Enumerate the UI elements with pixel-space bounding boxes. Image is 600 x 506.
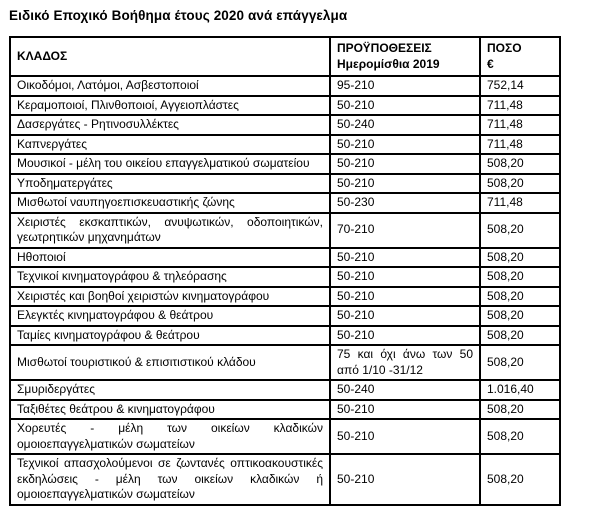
table-row <box>10 326 560 346</box>
cell-klados: Χειριστές εκσκαπτικών, ανυψωτικών, οδοποιητικών, γεωτρητικών μηχανημάτων <box>10 213 330 248</box>
cell-klados: Μισθωτοί ναυπηγοεπισκευαστικής ζώνης <box>10 193 330 213</box>
table-row <box>10 345 560 380</box>
column-header-klados <box>10 37 330 76</box>
cell-proypotheseis: 50-210 <box>330 287 480 307</box>
cell-proypotheseis: 50-210 <box>330 306 480 326</box>
cell-klados: Ηθοποιοί <box>10 248 330 268</box>
table-row <box>10 115 560 135</box>
cell-proypotheseis: 50-210 <box>330 135 480 155</box>
cell-poso: 711,48 <box>480 115 560 135</box>
cell-poso: 711,48 <box>480 193 560 213</box>
cell-proypotheseis: 70-210 <box>330 213 480 248</box>
column-header-klados-label: ΚΛΑΔΟΣ <box>17 48 68 63</box>
table-row <box>10 135 560 155</box>
cell-poso: 508,20 <box>480 345 560 380</box>
cell-poso: 508,20 <box>480 287 560 307</box>
table-body <box>10 76 560 505</box>
cell-poso: 508,20 <box>480 400 560 420</box>
cell-klados: Κεραμοποιοί, Πλινθοποιοί, Αγγειοπλάστες <box>10 96 330 116</box>
column-header-proypotheseis-sublabel: Ημερομίσθια 2019 <box>337 56 440 71</box>
cell-proypotheseis: 50-210 <box>330 419 480 454</box>
cell-proypotheseis: 50-240 <box>330 115 480 135</box>
cell-klados: Σμυριδεργάτες <box>10 380 330 400</box>
page-title: Ειδικό Εποχικό Βοήθημα έτους 2020 ανά επάγγελμα <box>9 8 348 23</box>
cell-klados: Οικοδόμοι, Λατόμοι, Ασβεστοποιοί <box>10 76 330 96</box>
cell-proypotheseis: 50-210 <box>330 96 480 116</box>
table-row <box>10 154 560 174</box>
cell-poso: 508,20 <box>480 213 560 248</box>
table-row <box>10 174 560 194</box>
cell-klados: Ελεγκτές κινηματογράφου & θεάτρου <box>10 306 330 326</box>
cell-proypotheseis: 50-240 <box>330 380 480 400</box>
cell-proypotheseis: 50-210 <box>330 154 480 174</box>
table-row <box>10 419 560 454</box>
cell-poso: 1.016,40 <box>480 380 560 400</box>
cell-proypotheseis: 50-230 <box>330 193 480 213</box>
cell-klados: Ταμίες κινηματογράφου & θεάτρου <box>10 326 330 346</box>
cell-poso: 508,20 <box>480 154 560 174</box>
cell-proypotheseis: 50-210 <box>330 400 480 420</box>
cell-klados: Χορευτές - μέλη των οικείων κλαδικών ομοιοεπαγγελματικών σωματείων <box>10 419 330 454</box>
cell-proypotheseis: 50-210 <box>330 454 480 505</box>
cell-poso: 508,20 <box>480 326 560 346</box>
cell-poso: 711,48 <box>480 135 560 155</box>
table-row <box>10 306 560 326</box>
table-row <box>10 380 560 400</box>
cell-klados: Τεχνικοί απασχολούμενοι σε ζωντανές οπτικοακουστικές εκδηλώσεις - μέλη των οικείων κλαδικών ή ομοιοεπαγγελματικών σωματείων <box>10 454 330 505</box>
table-row <box>10 400 560 420</box>
cell-proypotheseis: 50-210 <box>330 174 480 194</box>
table-row <box>10 267 560 287</box>
cell-klados: Υποδηματεργάτες <box>10 174 330 194</box>
benefits-table <box>9 36 561 506</box>
cell-poso: 752,14 <box>480 76 560 96</box>
column-header-proypotheseis <box>330 37 480 76</box>
cell-klados: Μισθωτοί τουριστικού & επισιτιστικού κλάδου <box>10 345 330 380</box>
table-row <box>10 287 560 307</box>
cell-proypotheseis: 95-210 <box>330 76 480 96</box>
table-row <box>10 76 560 96</box>
cell-poso: 508,20 <box>480 306 560 326</box>
column-header-poso <box>480 37 560 76</box>
column-header-poso-sublabel: € <box>487 56 494 71</box>
cell-poso: 508,20 <box>480 174 560 194</box>
cell-proypotheseis: 50-210 <box>330 267 480 287</box>
table-row <box>10 248 560 268</box>
cell-klados: Μουσικοί - μέλη του οικείου επαγγελματικού σωματείου <box>10 154 330 174</box>
cell-poso: 508,20 <box>480 419 560 454</box>
cell-poso: 508,20 <box>480 248 560 268</box>
cell-klados: Χειριστές και βοηθοί χειριστών κινηματογράφου <box>10 287 330 307</box>
cell-proypotheseis: 75 και όχι άνω των 50 από 1/10 -31/12 <box>330 345 480 380</box>
cell-proypotheseis: 50-210 <box>330 326 480 346</box>
table-row <box>10 213 560 248</box>
table-row <box>10 193 560 213</box>
column-header-proypotheseis-label: ΠΡΟΫΠΟΘΕΣΕΙΣ <box>337 41 432 55</box>
table-row <box>10 454 560 505</box>
cell-poso: 508,20 <box>480 454 560 505</box>
table-row <box>10 96 560 116</box>
cell-klados: Ταξιθέτες θεάτρου & κινηματογράφου <box>10 400 330 420</box>
cell-klados: Δασεργάτες - Ρητινοσυλλέκτες <box>10 115 330 135</box>
cell-klados: Τεχνικοί κινηματογράφου & τηλεόρασης <box>10 267 330 287</box>
cell-poso: 508,20 <box>480 267 560 287</box>
table-header-row <box>10 37 560 76</box>
cell-proypotheseis: 50-210 <box>330 248 480 268</box>
cell-klados: Καπνεργάτες <box>10 135 330 155</box>
cell-poso: 711,48 <box>480 96 560 116</box>
column-header-poso-label: ΠΟΣΟ <box>487 41 522 55</box>
